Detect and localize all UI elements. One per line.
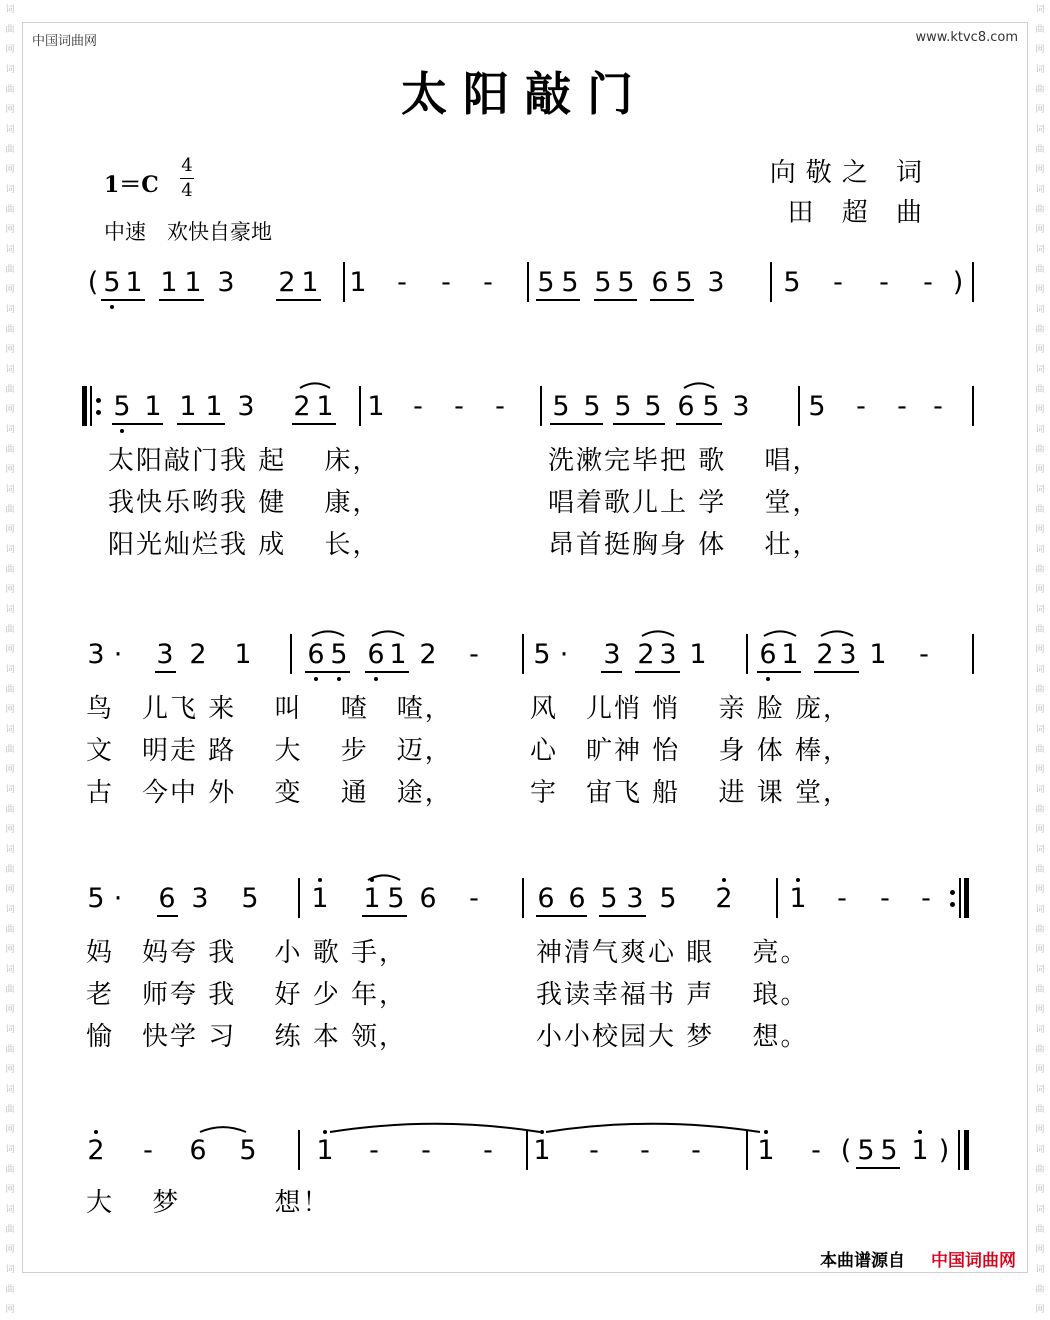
watermark-mark: 词 曲 网 xyxy=(1035,365,1045,415)
note-digit: 2 xyxy=(278,267,296,298)
watermark-mark: 词 曲 网 xyxy=(1035,605,1045,655)
note-digit: 5 xyxy=(561,267,579,298)
watermark-mark: 词 曲 网 xyxy=(5,905,15,955)
source-label: 本曲谱源自 xyxy=(820,1251,905,1271)
note-digit: - xyxy=(469,639,479,670)
slur-arc xyxy=(764,631,796,636)
note-digit: - xyxy=(856,391,866,422)
lyric-line: 古 今中 外 变 通 途， xyxy=(86,778,453,808)
lyric-line: 妈 妈夸 我 小 歌 手， xyxy=(86,938,408,968)
lyric-line: 太阳敲门我 起 床， xyxy=(108,446,381,476)
time-sig-top: 4 xyxy=(181,155,193,176)
note-digit: - xyxy=(441,267,451,298)
watermark-mark: 词 曲 网 xyxy=(5,725,15,775)
note-digit: 2 xyxy=(419,639,437,670)
note-digit: 5 xyxy=(783,267,801,298)
note-digit: - xyxy=(483,1135,493,1166)
slur-arc xyxy=(300,383,330,388)
note-digit: 5 xyxy=(552,391,570,422)
site-url[interactable]: www.ktvc8.com xyxy=(915,30,1018,45)
note-digit: 3 xyxy=(707,267,725,298)
note-digit: 5 xyxy=(617,267,635,298)
watermark-mark: 词 曲 网 xyxy=(1035,5,1045,55)
watermark-mark: 词 曲 网 xyxy=(5,305,15,355)
lyric-line: 文 明走 路 大 步 迈， xyxy=(86,736,453,766)
note-digit: 1 xyxy=(389,639,407,670)
note-digit: - xyxy=(369,1135,379,1166)
note-digit: 6 xyxy=(568,883,586,914)
note-digit: 6 xyxy=(158,883,176,914)
note-digit: 1 xyxy=(316,391,334,422)
note-digit: - xyxy=(691,1135,701,1166)
watermark-mark: 词 曲 网 xyxy=(1035,1085,1045,1135)
note-digit: - xyxy=(495,391,505,422)
note-digit: 6 xyxy=(367,639,385,670)
slur-arc xyxy=(684,383,714,388)
lyric-line: 鸟 儿飞 来 叫 喳 喳， xyxy=(86,694,453,724)
note-digit: 5 xyxy=(239,1135,257,1166)
watermark-mark: 词 曲 网 xyxy=(5,125,15,175)
watermark-mark: 词 曲 网 xyxy=(5,1025,15,1075)
note-digit: - xyxy=(811,1135,821,1166)
slur-arc xyxy=(372,631,404,636)
note-digit: 6 xyxy=(189,1135,207,1166)
note-digit: 1 xyxy=(125,267,143,298)
note-digit: 1 xyxy=(869,639,887,670)
note-digit: 1 xyxy=(205,391,223,422)
note-digit: - xyxy=(421,1135,431,1166)
note-digit: 5 xyxy=(583,391,601,422)
lyric-line: 宇 宙飞 船 进 课 堂， xyxy=(530,778,852,808)
note-digit: 1 xyxy=(349,267,367,298)
watermark-mark: 词 曲 网 xyxy=(1035,1145,1045,1195)
note-digit: - xyxy=(879,267,889,298)
note-digit: - xyxy=(919,639,929,670)
note-digit: 5 xyxy=(644,391,662,422)
lyric-line: 心 旷神 怡 身 体 棒， xyxy=(530,736,852,766)
watermark-mark: 词 曲 网 xyxy=(5,1265,15,1315)
note-digit: 6 xyxy=(307,639,325,670)
slur-arc xyxy=(368,875,400,880)
watermark-mark: 词 曲 网 xyxy=(5,785,15,835)
note-digit: 1 xyxy=(234,639,252,670)
note-digit: 5 xyxy=(594,267,612,298)
notation-symbol: · xyxy=(559,639,569,670)
lyric-line: 我读幸福书 声 琅。 xyxy=(536,980,809,1010)
note-digit: 5 xyxy=(533,639,551,670)
watermark-mark: 词 曲 网 xyxy=(5,965,15,1015)
note-digit: 6 xyxy=(419,883,437,914)
lyric-line: 小小校园大 梦 想。 xyxy=(536,1022,809,1052)
composer-credit: 田 超 曲 xyxy=(787,198,932,228)
note-digit: 1 xyxy=(179,391,197,422)
note-digit: - xyxy=(469,883,479,914)
watermark-mark: 词 曲 网 xyxy=(1035,245,1045,295)
note-digit: 3 xyxy=(217,267,235,298)
note-digit: 2 xyxy=(715,883,733,914)
lyric-line: 神清气爽心 眼 亮。 xyxy=(536,938,809,968)
note-digit: 1 xyxy=(533,1135,551,1166)
slur-arc xyxy=(821,631,853,636)
note-digit: 1 xyxy=(781,639,799,670)
note-digit: - xyxy=(589,1135,599,1166)
watermark-mark: 词 曲 网 xyxy=(1035,305,1045,355)
note-digit: - xyxy=(833,267,843,298)
site-label-left[interactable]: 中国词曲网 xyxy=(32,34,98,49)
note-digit: 1 xyxy=(184,267,202,298)
watermark-mark: 词 曲 网 xyxy=(1035,665,1045,715)
notation-symbol: ( xyxy=(840,1135,852,1166)
notation-symbol: · xyxy=(113,639,123,670)
watermark-mark: 词 曲 网 xyxy=(1035,1265,1045,1315)
note-digit: 3 xyxy=(732,391,750,422)
note-digit: 5 xyxy=(600,883,618,914)
watermark-mark: 词 曲 网 xyxy=(1035,1025,1045,1075)
watermark-mark: 词 曲 网 xyxy=(1035,725,1045,775)
slur-arc xyxy=(200,1127,246,1132)
lyricist-credit: 向敬之 词 xyxy=(769,158,932,188)
note-digit: 2 xyxy=(816,639,834,670)
watermark-mark: 词 曲 网 xyxy=(1035,785,1045,835)
lyric-line: 我快乐哟我 健 康， xyxy=(108,488,381,518)
watermark-mark: 词 曲 网 xyxy=(5,5,15,55)
note-digit: 3 xyxy=(237,391,255,422)
lyric-line: 洗漱完毕把 歌 唱， xyxy=(548,446,821,476)
note-digit: 5 xyxy=(880,1135,898,1166)
note-digit: 1 xyxy=(301,267,319,298)
note-digit: 2 xyxy=(87,1135,105,1166)
note-digit: - xyxy=(397,267,407,298)
tempo-marking: 中速 欢快自豪地 xyxy=(104,220,272,244)
note-digit: - xyxy=(933,391,943,422)
note-digit: 5 xyxy=(702,391,720,422)
notation-symbol: ) xyxy=(938,1135,950,1166)
note-digit: - xyxy=(897,391,907,422)
note-digit: 6 xyxy=(537,883,555,914)
note-digit: 1 xyxy=(316,1135,334,1166)
note-digit: 5 xyxy=(659,883,677,914)
lyric-line: 风 儿悄 悄 亲 脸 庞， xyxy=(530,694,852,724)
watermark-mark: 词 曲 网 xyxy=(1035,425,1045,475)
watermark-mark: 词 曲 网 xyxy=(5,245,15,295)
watermark-mark: 词 曲 网 xyxy=(5,185,15,235)
notation-symbol: ( xyxy=(87,267,99,298)
note-digit: 3 xyxy=(839,639,857,670)
note-digit: 5 xyxy=(808,391,826,422)
lyric-line: 昂首挺胸身 体 壮， xyxy=(548,530,821,560)
note-digit: 1 xyxy=(160,267,178,298)
key-signature: 1＝C xyxy=(104,172,159,198)
note-digit: 1 xyxy=(144,391,162,422)
slur-arc xyxy=(642,631,674,636)
note-digit: 1 xyxy=(911,1135,929,1166)
note-digit: - xyxy=(143,1135,153,1166)
note-digit: 3 xyxy=(87,639,105,670)
watermark-mark: 词 曲 网 xyxy=(1035,185,1045,235)
note-digit: 1 xyxy=(757,1135,775,1166)
slur-arc xyxy=(546,1124,760,1132)
note-digit: 3 xyxy=(191,883,209,914)
lyric-line: 愉 快学 习 练 本 领， xyxy=(86,1022,408,1052)
note-digit: 6 xyxy=(759,639,777,670)
note-digit: 1 xyxy=(367,391,385,422)
notation-symbol: · xyxy=(113,883,123,914)
note-digit: 5 xyxy=(241,883,259,914)
note-digit: - xyxy=(921,883,931,914)
time-sig-bottom: 4 xyxy=(181,180,193,201)
note-digit: 1 xyxy=(363,883,381,914)
lyric-line: 阳光灿烂我 成 长， xyxy=(108,530,381,560)
note-digit: 1 xyxy=(789,883,807,914)
note-digit: 1 xyxy=(689,639,707,670)
note-digit: 6 xyxy=(651,267,669,298)
slur-arc xyxy=(330,1124,540,1132)
note-digit: 2 xyxy=(189,639,207,670)
song-title: 太阳敲门 xyxy=(401,67,649,121)
watermark-mark: 词 曲 网 xyxy=(5,845,15,895)
watermark-mark: 词 曲 网 xyxy=(1035,1205,1045,1255)
note-digit: 3 xyxy=(156,639,174,670)
watermark-mark: 词 曲 网 xyxy=(1035,905,1045,955)
watermark-mark: 词 曲 网 xyxy=(1035,485,1045,535)
note-digit: 2 xyxy=(293,391,311,422)
note-digit: - xyxy=(837,883,847,914)
note-digit: 2 xyxy=(637,639,655,670)
watermark-mark: 词 曲 网 xyxy=(5,65,15,115)
watermark-mark: 词 曲 网 xyxy=(1035,965,1045,1015)
note-digit: - xyxy=(640,1135,650,1166)
watermark-mark: 词 曲 网 xyxy=(5,425,15,475)
watermark-mark: 词 曲 网 xyxy=(5,1145,15,1195)
note-digit: 3 xyxy=(626,883,644,914)
watermark-mark: 词 曲 网 xyxy=(1035,545,1045,595)
watermark-mark: 词 曲 网 xyxy=(1035,125,1045,175)
watermark-mark: 词 曲 网 xyxy=(5,1085,15,1135)
note-digit: - xyxy=(454,391,464,422)
watermark-mark: 词 曲 网 xyxy=(5,365,15,415)
source-site-link[interactable]: 中国词曲网 xyxy=(931,1251,1016,1271)
note-digit: - xyxy=(413,391,423,422)
note-digit: 1 xyxy=(311,883,329,914)
note-digit: 5 xyxy=(387,883,405,914)
watermark-mark: 词 曲 网 xyxy=(1035,65,1045,115)
watermark-mark: 词 曲 网 xyxy=(5,605,15,655)
note-digit: 3 xyxy=(659,639,677,670)
lyric-line: 老 师夸 我 好 少 年， xyxy=(86,980,408,1010)
note-digit: 5 xyxy=(537,267,555,298)
lyric-line: 唱着歌儿上 学 堂， xyxy=(548,488,821,518)
note-digit: 3 xyxy=(603,639,621,670)
note-digit: 5 xyxy=(614,391,632,422)
watermark-mark: 词 曲 网 xyxy=(5,665,15,715)
note-digit: 5 xyxy=(857,1135,875,1166)
note-digit: - xyxy=(923,267,933,298)
watermark-mark: 词 曲 网 xyxy=(5,485,15,535)
note-digit: 6 xyxy=(677,391,695,422)
note-digit: 5 xyxy=(675,267,693,298)
notation-symbol: ) xyxy=(952,267,964,298)
note-digit: 5 xyxy=(103,267,121,298)
watermark-mark: 词 曲 网 xyxy=(5,1205,15,1255)
watermark-mark: 词 曲 网 xyxy=(5,545,15,595)
slur-arc xyxy=(312,631,344,636)
watermark-mark: 词 曲 网 xyxy=(1035,845,1045,895)
note-digit: - xyxy=(880,883,890,914)
lyric-line: 大 梦 想！ xyxy=(86,1188,331,1218)
note-digit: 5 xyxy=(330,639,348,670)
note-digit: 5 xyxy=(87,883,105,914)
note-digit: 5 xyxy=(113,391,131,422)
note-digit: - xyxy=(483,267,493,298)
